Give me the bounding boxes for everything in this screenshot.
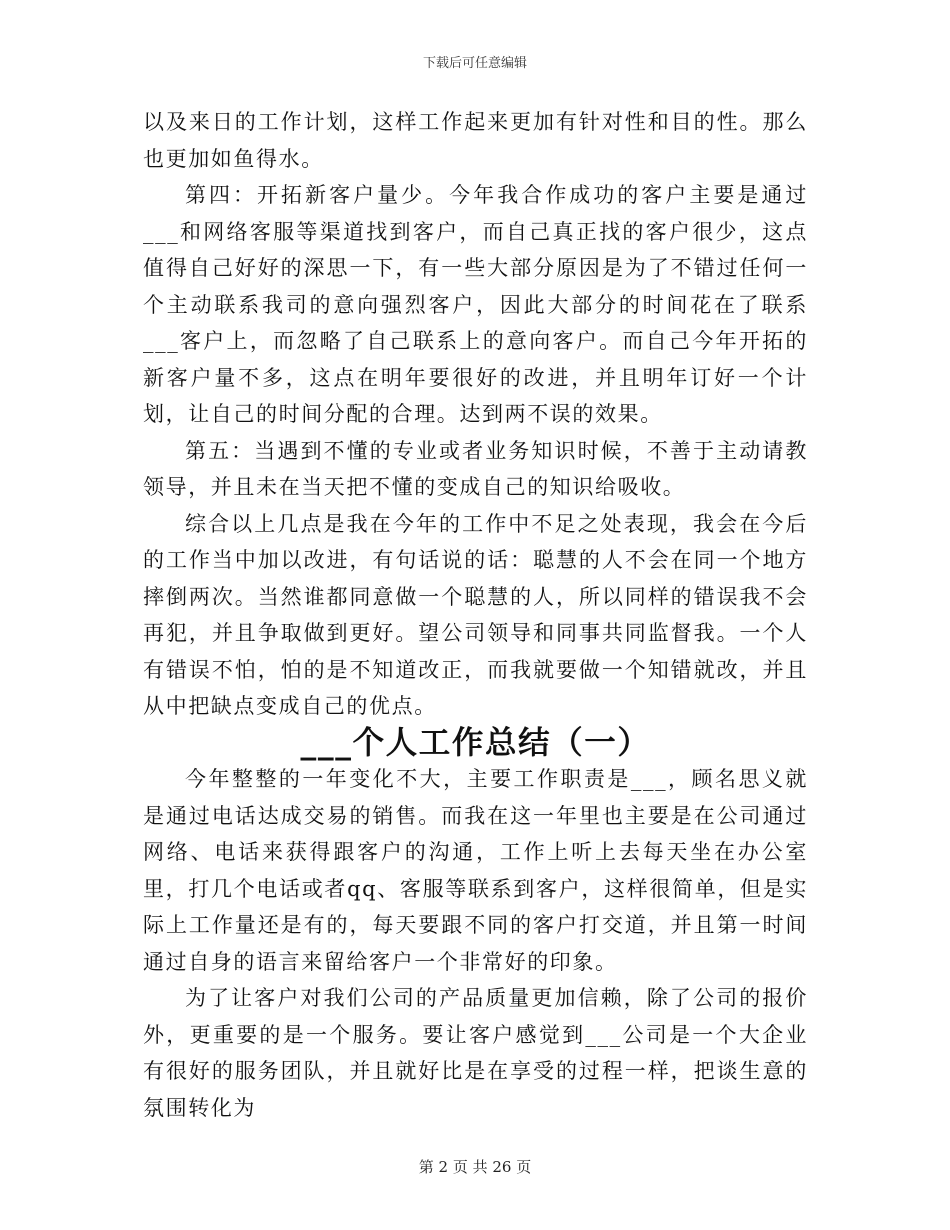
- document-body: [143, 104, 808, 1126]
- section-title: ___个人工作总结（一）: [300, 723, 651, 761]
- section-paragraph-2: 为了让客户对我们公司的产品质量更加信赖，除了公司的报价外，更重要的是一个服务。要让客户感觉到___公司是一个大企业有很好的服务团队，并且就好比是在享受的过程一样，把谈生意的氛围转化为: [143, 986, 808, 1120]
- paragraph-summary: 综合以上几点是我在今年的工作中不足之处表现，我会在今后的工作当中加以改进，有句话说的话：聪慧的人不会在同一个地方摔倒两次。当然谁都同意做一个聪慧的人，所以同样的错误我不会再犯，并且争取做到更好。望公司领导和同事共同监督我。一个人有错误不怕，怕的是不知道改正，而我就要做一个知错就改，并且从中把缺点变成自己的优点。: [143, 511, 808, 718]
- page-header-note: 下载后可任意编辑: [422, 56, 527, 71]
- paragraph-point-five: 第五：当遇到不懂的专业或者业务知识时候，不善于主动请教领导，并且未在当天把不懂的变成自己的知识给吸收。: [143, 438, 808, 499]
- page-number: 第 2 页 共 26 页: [418, 1158, 532, 1176]
- paragraph-continuation: 以及来日的工作计划，这样工作起来更加有针对性和目的性。那么也更加如鱼得水。: [143, 110, 808, 171]
- section-paragraph-1: 今年整整的一年变化不大，主要工作职责是___，顾名思义就是通过电话达成交易的销售。而我在这一年里也主要是在公司通过网络、电话来获得跟客户的沟通，工作上听上去每天坐在办公室里，打几个电话或者qq、客服等联系到客户，这样很简单，但是实际上工作量还是有的，每天要跟不同的客户打交道，并且第一时间通过自身的语言来留给客户一个非常好的印象。: [143, 767, 808, 974]
- paragraph-point-four: 第四：开拓新客户量少。今年我合作成功的客户主要是通过___和网络客服等渠道找到客户，而自己真正找的客户很少，这点值得自己好好的深思一下，有一些大部分原因是为了不错过任何一个主动联系我司的意向强烈客户，因此大部分的时间花在了联系___客户上，而忽略了自己联系上的意向客户。而自己今年开拓的新客户量不多，这点在明年要很好的改进，并且明年订好一个计划，让自己的时间分配的合理。达到两不误的效果。: [143, 183, 808, 426]
